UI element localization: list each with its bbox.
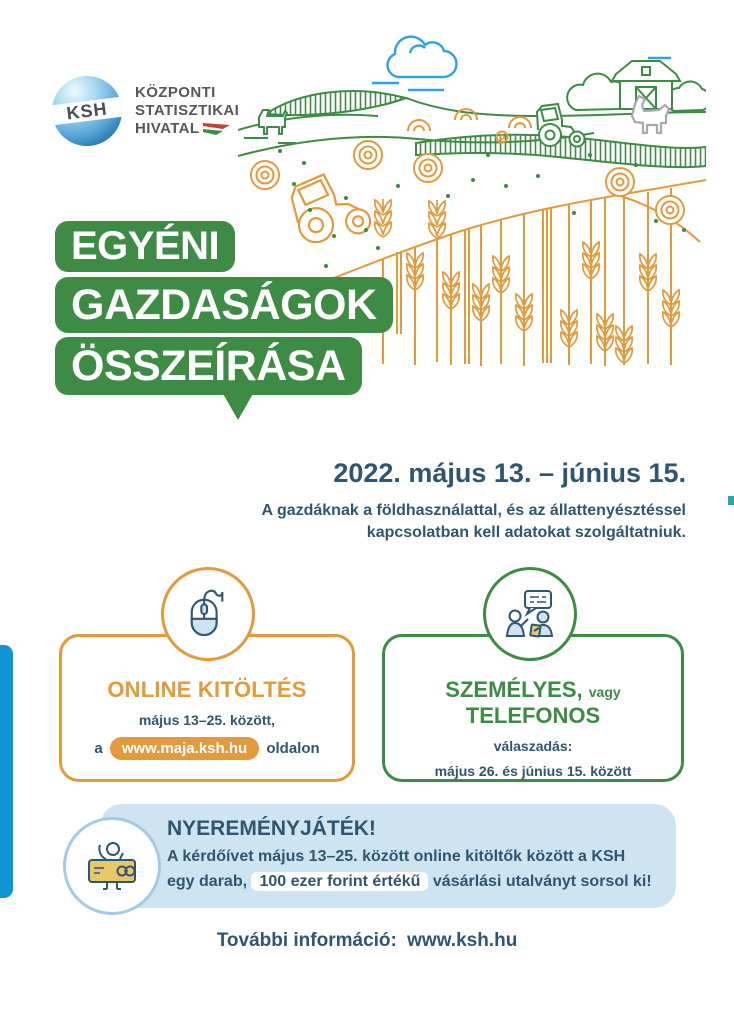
ksh-website-link[interactable]: www.ksh.hu [407, 930, 518, 951]
census-description [262, 500, 686, 543]
ksh-globe-icon [52, 76, 122, 146]
footer-label: További információ: [216, 930, 397, 951]
gift-voucher-icon [84, 838, 140, 894]
prize-panel [100, 804, 676, 908]
url-prefix: a [94, 740, 103, 757]
org-name [135, 84, 239, 137]
footer-info [0, 930, 734, 952]
ksh-logo [52, 76, 239, 146]
prize-icon-circle [63, 817, 161, 915]
description-line: A gazdáknak a földhasználattal, és az állattenyésztéssel [261, 502, 686, 519]
online-box-title: ONLINE KITÖLTÉS [107, 677, 307, 702]
contact-box-title [385, 677, 681, 729]
wheat-head-icon [375, 199, 679, 363]
title-personal: SZEMÉLYES, [445, 677, 583, 702]
prize-line-2 [167, 873, 676, 891]
maja-url-link[interactable]: www.maja.ksh.hu [110, 737, 259, 760]
ksh-acronym: KSH [65, 98, 109, 123]
orange-tractor-icon [288, 167, 372, 246]
online-box-url-line [62, 737, 352, 760]
barn-icon [612, 61, 680, 109]
contact-box-period: május 26. és június 15. között [434, 763, 632, 779]
online-box-period: május 13–25. között, [138, 712, 276, 728]
left-edge-tab [0, 645, 13, 898]
prize-amount-highlight: 100 ezer forint értékű [251, 872, 428, 891]
description-line: kapcsolatban kell adatokat szolgáltatniuk. [366, 523, 686, 541]
title-line-3: ÖSSZEÍRÁSA [55, 337, 362, 395]
org-line: STATISZTIKAI [135, 102, 240, 120]
org-line: KÖZPONTI [135, 84, 216, 102]
prize-line2-prefix: egy darab, [167, 873, 248, 890]
org-line: HIVATAL [135, 119, 200, 137]
prize-title: NYEREMÉNYJÁTÉK! [167, 817, 376, 840]
hungary-flag-icon [203, 122, 231, 135]
online-box-icon-circle [161, 567, 255, 661]
title-phone: TELEFONOS [465, 703, 601, 728]
right-edge-mark [728, 496, 734, 505]
title-line-2: GAZDASÁGOK [55, 277, 393, 333]
interview-people-icon [503, 589, 557, 639]
title-or: vagy [588, 684, 621, 700]
contact-box-subtitle: válaszadás: [493, 738, 573, 754]
census-date-range: 2022. május 13. – június 15. [333, 458, 686, 488]
title-bubble-tail [222, 392, 254, 420]
contact-box-icon-circle [483, 567, 577, 661]
title-line-1: EGYÉNI [55, 221, 235, 272]
prize-line2-suffix: vásárlási utalványt sorsol ki! [432, 873, 652, 890]
url-suffix: oldalon [266, 740, 320, 757]
computer-mouse-icon [187, 587, 229, 641]
prize-line-1: A kérdőívet május 13–25. között online kitöltők között a KSH [167, 848, 626, 865]
